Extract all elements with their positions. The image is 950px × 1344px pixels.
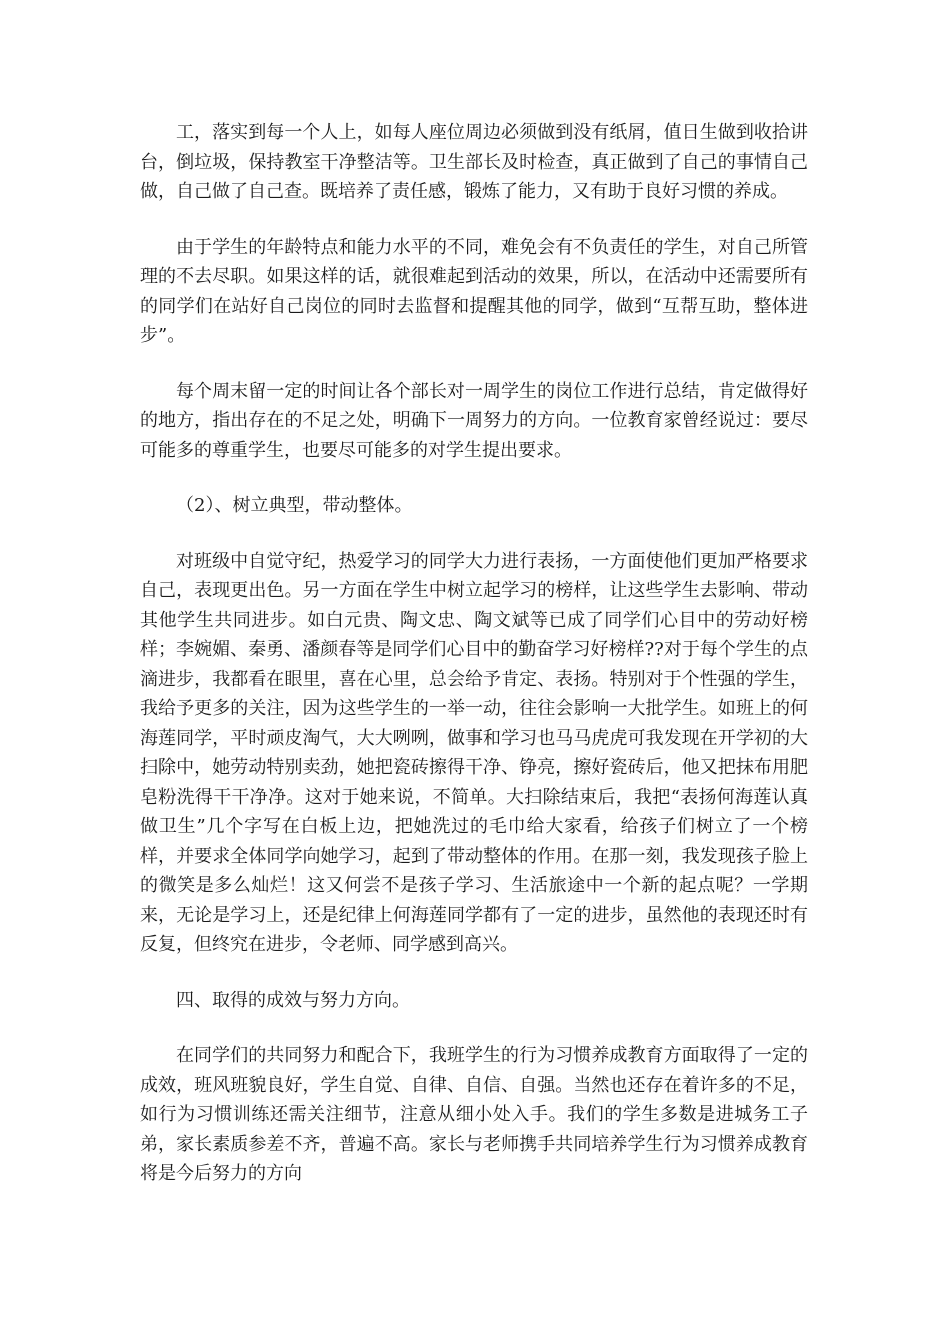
paragraph-weekly-summary: 每个周末留一定的时间让各个部长对一周学生的岗位工作进行总结，肯定做得好的地方，指出存在的不足之处，明确下一周努力的方向。一位教育家曾经说过：要尽可能多的尊重学生，也要尽可能多的对学生提出要求。 (140, 380, 808, 461)
document-page (140, 118, 808, 1215)
section-heading-role-models: （2）、树立典型，带动整体。 (176, 495, 413, 516)
paragraph-supervision: 由于学生的年龄特点和能力水平的不同，难免会有不负责任的学生，对自己所管理的不去尽职。如果这样的话，就很难起到活动的效果，所以，在活动中还需要所有的同学们在站好自己岗位的同时去监督和提醒其他的同学，做到“互帮互助，整体进步”。 (140, 236, 808, 346)
section-heading-results: 四、取得的成效与努力方向。 (176, 989, 410, 1011)
paragraph-responsibility: 工，落实到每一个人上，如每人座位周边必须做到没有纸屑，值日生做到收拾讲台，倒垃圾，保持教室干净整洁等。卫生部长及时检查，真正做到了自己的事情自己做，自己做了自己查。既培养了责任感，锻炼了能力，又有助于良好习惯的养成。 (140, 122, 808, 202)
paragraph-results: 在同学们的共同努力和配合下，我班学生的行为习惯养成教育方面取得了一定的成效，班风班貌良好，学生自觉、自律、自信、自强。当然也还存在着许多的不足，如行为习惯训练还需关注细节，注意从细小处入手。我们的学生多数是进城务工子弟，家长素质参差不齐，普遍不高。家长与老师携手共同培养学生行为习惯养成教育将是今后努力的方向 (140, 1045, 808, 1184)
paragraph-role-models: 对班级中自觉守纪，热爱学习的同学大力进行表扬，一方面使他们更加严格要求自己，表现更出色。另一方面在学生中树立起学习的榜样，让这些学生去影响、带动其他学生共同进步。如白元贵、陶文忠、陶文斌等已成了同学们心目中的劳动好榜样；李婉媚、秦勇、潘颜春等是同学们心目中的勤奋学习好榜样??对于每个学生的点滴进步，我都看在眼里，喜在心里，总会给予肯定、表扬。特别对于个性强的学生，我给予更多的关注，因为这些学生的一举一动，往往会影响一大批学生。如班上的何海莲同学，平时顽皮淘气，大大咧咧，做事和学习也马马虎虎可我发现在开学初的大扫除中，她劳动特别卖劲，她把瓷砖擦得干净、铮亮，擦好瓷砖后，他又把抹布用肥皂粉洗得干干净净。这对于她来说，不简单。大扫除结束后，我把“表扬何海莲认真做卫生”几个字写在白板上边，把她洗过的毛巾给大家看，给孩子们树立了一个榜样，并要求全体同学向她学习，起到了带动整体的作用。在那一刻，我发现孩子脸上的微笑是多么灿烂！这又何尝不是孩子学习、生活旅途中一个新的起点呢？一学期来，无论是学习上，还是纪律上何海莲同学都有了一定的进步，虽然他的表现还时有反复，但终究在进步，令老师、同学感到高兴。 (140, 550, 808, 955)
